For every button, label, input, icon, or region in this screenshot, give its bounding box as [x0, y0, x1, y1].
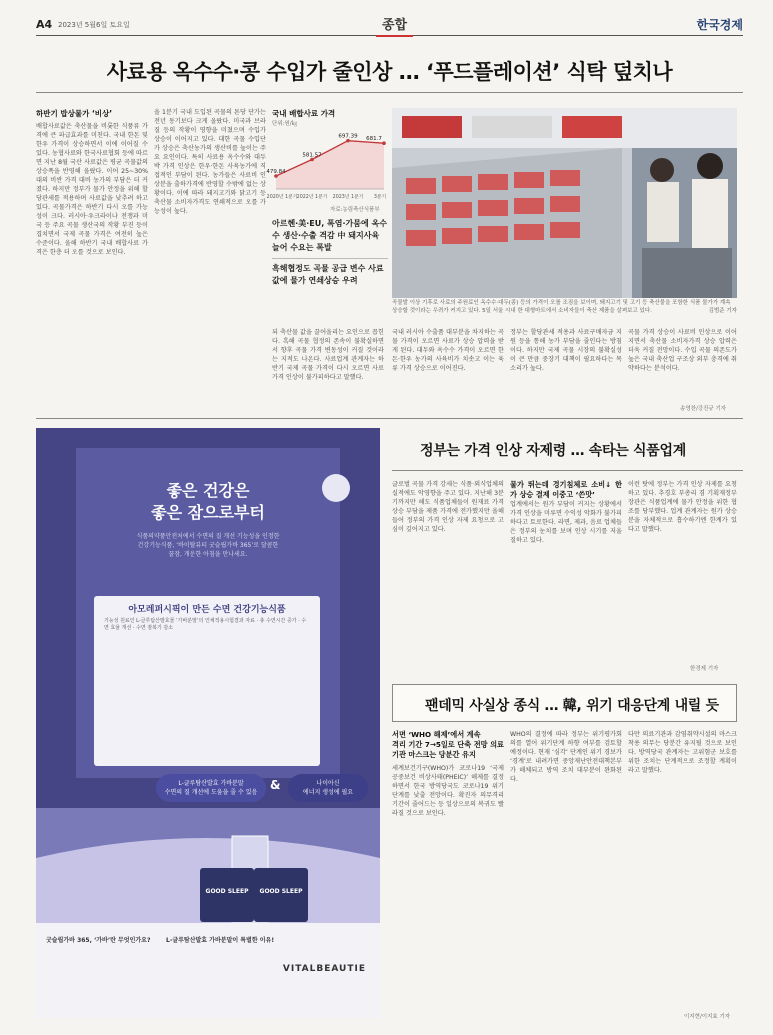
ad-title: 좋은 건강은 좋은 잠으로부터 — [151, 481, 265, 522]
article1b-col6: 곡물 가격 상승이 사료비 인상으로 이어지면서 축산물 소비자가격 상승 압력은 더욱 커질 전망이다. 수입 곡물 의존도가 높은 국내 축산업 구조상 외부 충격에 취약하다는 분석이다. — [628, 329, 737, 372]
chart-x-tick: 3분기 — [373, 195, 387, 200]
ad-lead: 식품의약품안전처에서 수면의 질 개선 기능성을 인정한 건강기능식품, ‘바이탈뷰티 굿슬립가바 365’로 달콤한 꿀잠, 개운한 아침을 만나세요. — [136, 533, 280, 558]
chart-point — [382, 141, 386, 145]
section-label: 종합 — [376, 14, 413, 37]
article2-credit: 한경제 기자 — [690, 666, 719, 672]
article2-col2 — [510, 480, 622, 670]
advertisement — [36, 428, 380, 1018]
article3-title-box — [392, 684, 737, 722]
feed-price-chart — [266, 108, 388, 208]
chart-title: 국내 배합사료 가격 — [272, 109, 336, 118]
sidebox-line2: 흑해협정도 곡물 공급 변수 사료값에 물가 연쇄상승 우려 — [272, 264, 384, 285]
issue-date: 2023년 5월6일 토요일 — [58, 21, 130, 29]
page-header — [36, 14, 743, 36]
ad-footer-mid: L-글루탐산발효 가바분말이 특별한 이유! — [166, 937, 275, 944]
article3-col3: 다만 의료기관과 감염취약시설의 마스크 착용 의무는 당분간 유지될 것으로 보인다. 방역당국 관계자는 고위험군 보호를 위한 조치는 단계적으로 조정할 계획이라고 말했다. — [628, 731, 737, 774]
article1-col1-text: 배합사료값은 축산물을 비롯한 식품류 가격에 큰 파급효과를 미친다. 국내 한돈 및 한우 가격이 상승하면서 이에 이어질 수 있다. 농협사료와 한국사료협회 등에 따르면 지난 8월 국산 사료값은 평균 곡물값의 상승폭을 반영해 올랐다. 이어 25~30%대의 비싼 가격 대비 농가의 부담은 더 커졌다. 하지만 정부가 물가 안정을 위해 할당관세를 적용하며 사료값을 낮추려 하고 있다. 곡물가격은 하반기 다시 오를 가능성이 크다. 러시아·우크라이나 전쟁과 미국 등 주요 곡물 생산국의 작황 부진 등이 겹치면서 국제 곡물 가격은 여전히 높은 수준이다. 올해 하반기 국내 배합사료 가격은 한층 더 오를 것으로 보인다. — [36, 123, 148, 256]
article1-subhead: 하반기 밥상물가 ‘비상’ — [36, 109, 113, 118]
article3-col1-text: 세계보건기구(WHO)가 코로나19 ‘국제 공중보건 비상사태(PHEIC)’ 해제를 결정하면서 한국 방역당국도 코로나19 위기 단계를 낮출 전망이다. 확진자 의무격리 기간이 줄어드는 등 일상으로의 복귀도 빨라질 것으로 보인다. — [392, 765, 504, 817]
chart-svg — [266, 127, 388, 209]
article3-sub1: 서면 ‘WHO 해제’에서 계속 — [392, 730, 481, 739]
ad-product-label-1: GOOD SLEEP — [205, 888, 249, 895]
ad-brand: VITALBEAUTIE — [282, 964, 366, 974]
main-headline: 사료용 옥수수·콩 수입가 줄인상 … ‘푸드플레이션’ 식탁 덮치나 — [106, 60, 673, 84]
chart-area — [276, 141, 384, 189]
ad-ampersand: & — [270, 778, 281, 792]
chart-value-label: 581.57 — [302, 152, 322, 159]
article1b-col4: 국내 러시아 수출품 대부분을 차지하는 곡물 가격이 오르면 사료가 상승 압력을 받게 된다. 대두와 옥수수 가격이 오르면 한돈·한우 농가의 사육비가 치솟고 이는 육류 가격 상승으로 이어진다. — [392, 329, 504, 372]
article3-col2: WHO의 결정에 따라 정부는 위기평가회의를 열어 위기단계 하향 여부를 검토할 예정이다. 현재 ‘심각’ 단계인 위기 경보가 ‘경계’로 내려가면 중앙재난안전대책본부가 해체되고 방역 조치 대부분이 완화된다. — [510, 731, 622, 783]
ad-footer — [36, 923, 380, 1018]
article1-sidebox — [272, 218, 388, 287]
article2-rule — [392, 470, 743, 471]
article1-col1 — [36, 108, 148, 408]
ad-pill-gaba: L-글루탐산발효 가바분말 수면의 질 개선에 도움을 줄 수 있음 — [156, 774, 266, 802]
article3-credit: 이지현/이지효 기자 — [684, 1014, 731, 1020]
chart-x-tick: 2023년 1분기 — [332, 195, 364, 200]
photo-illustration — [392, 108, 737, 298]
supermarket-photo — [392, 108, 737, 298]
chart-value-label: 697.39 — [338, 133, 358, 140]
chart-value-label: 681.7 — [366, 136, 382, 143]
ad-infobox — [94, 596, 320, 766]
headline-rule — [36, 92, 743, 93]
article3-title: 팬데믹 사실상 종식 … 韓, 위기 대응단계 내릴 듯 — [425, 698, 719, 714]
article2-col2-text: 업계에서는 원가 부담이 커지는 상황에서 가격 인상을 미루면 수익성 악화가 불가피하다고 토로한다. 라면, 제과, 음료 업체들은 정부의 눈치를 보며 인상 시기를 저울질하고 있다. — [510, 501, 622, 544]
article3-col1 — [392, 730, 504, 1020]
caption-text: 곡물발 이상 기후로 사료의 주원료인 옥수수·대두(콩) 등의 가격이 오를 조짐을 보이며, 돼지고기 및 고기 등 축산물을 포함한 식품 물가가 계속 상승할 것이라는 우려가 커지고 있다. 5일 서울 시내 한 대형마트에서 소비자들이 축산 제품을 살펴보고 있다. — [392, 300, 731, 314]
ad-pill-niacin: 나이아신 에너지 생성에 필요 — [288, 774, 368, 802]
article1b-col3: 되 축산물 값을 끌어올리는 요인으로 꼽힌다. 흑해 곡물 협정의 존속이 불확실하면서 향후 곡물 가격 변동성이 커질 것이라는 지적도 나온다. 사료업계 관계자는 하반기 국제 곡물 가격이 다시 오르면 사료 가격 인상이 불가피하다고 말했다. — [272, 329, 384, 381]
ad-infobox-body: 기능성 원료인 L-글루탐산발효물 ‘가바분말’의 인체적용시험결과 자료 · 총 수면시간 증가 · 수면 효율 개선 · 수면 잠복기 감소 — [104, 618, 307, 631]
chart-x-tick: 2020년 1분기 — [266, 195, 298, 200]
article2-title: 정부는 가격 인상 자제령 … 속타는 식품업계 — [420, 443, 686, 459]
article3-sub2: 격리 기간 7→5일로 단축 전망 의료기관 마스크는 당분간 유지 — [392, 740, 504, 759]
ad-footer-left: 굿슬립가바 365, ‘가바’란 무엇인가요? — [46, 937, 151, 944]
article1-col2: 올 1분기 국내 도입된 곡물의 톤당 단가는 전년 동기보다 크게 올랐다. 미국과 브라질 등의 작황이 영향을 미쳤으며 수입가 상승이 이어지고 있다. 대한 곡물 수입단가 상승은 축산농가의 생산비를 높이는 주요 요인이다. 특히 사료용 옥수수와 대두박 가격 인상은 한우·한돈 사육농가에 직접적인 부담이 된다. 농가들은 사료비 인상분을 출하가격에 반영할 수밖에 없는 상황이다. 이에 따라 돼지고기와 닭고기 등 축산물 소비자가격도 연쇄적으로 오를 가능성이 높다. — [154, 109, 266, 215]
article2-col1: 글로벌 곡물 가격 강세는 식품·외식업체의 실적에도 악영향을 주고 있다. 지난해 3분기까지만 해도 식품업체들이 원재료 가격 상승 부담을 제품 가격에 전가했지만 올해 들어 정부의 가격 인상 자제 요청으로 고심이 깊어지고 있다. — [392, 481, 504, 533]
chart-x-tick: 2022년 1분기 — [296, 195, 328, 200]
article1b-col5: 정부는 할당관세 적용과 사료구매자금 지원 등을 통해 농가 부담을 줄인다는 방침이다. 하지만 국제 곡물 시장의 불확실성이 큰 만큼 중장기 대책이 필요하다는 목소리가 높다. — [510, 329, 622, 372]
sidebox-line1: 아르헨·美·EU, 폭염·가뭄에 옥수수 생산·수출 격감 中 돼지사육 늘어 수요는 폭발 — [272, 218, 388, 259]
page-number: A4 — [36, 18, 53, 31]
photo-credit: 김범준 기자 — [708, 307, 737, 314]
chart-source: 자료:농림축산식품부 — [330, 207, 380, 213]
ad-infobox-heading: 아모레퍼시픽이 만든 수면 건강기능식품 — [128, 605, 286, 615]
chart-value-label: 479.84 — [266, 169, 286, 176]
ad-product-label-2: GOOD SLEEP — [259, 888, 303, 895]
photo-caption — [392, 300, 737, 315]
article1b-credit: 송영찬/강진규 기자 — [680, 406, 727, 412]
article2-col3: 이런 탓에 정부는 가격 인상 자제를 요청하고 있다. 추경호 부총리 겸 기획재정부 장관은 식품업계에 물가 안정을 위한 협조를 당부했다. 업계 관계자는 원가 상승분을 자체적으로 흡수하기엔 한계가 있다고 말했다. — [628, 481, 737, 533]
article2-subhead: 물가 뛰는데 경기침체로 소비↓ 한가 상승 결제 이중고 ‘쓴맛’ — [510, 480, 622, 499]
chart-unit: 단위:원/㎏ — [272, 121, 298, 127]
section-rule — [36, 418, 743, 419]
newspaper-logo: 한국경제 — [696, 18, 743, 32]
